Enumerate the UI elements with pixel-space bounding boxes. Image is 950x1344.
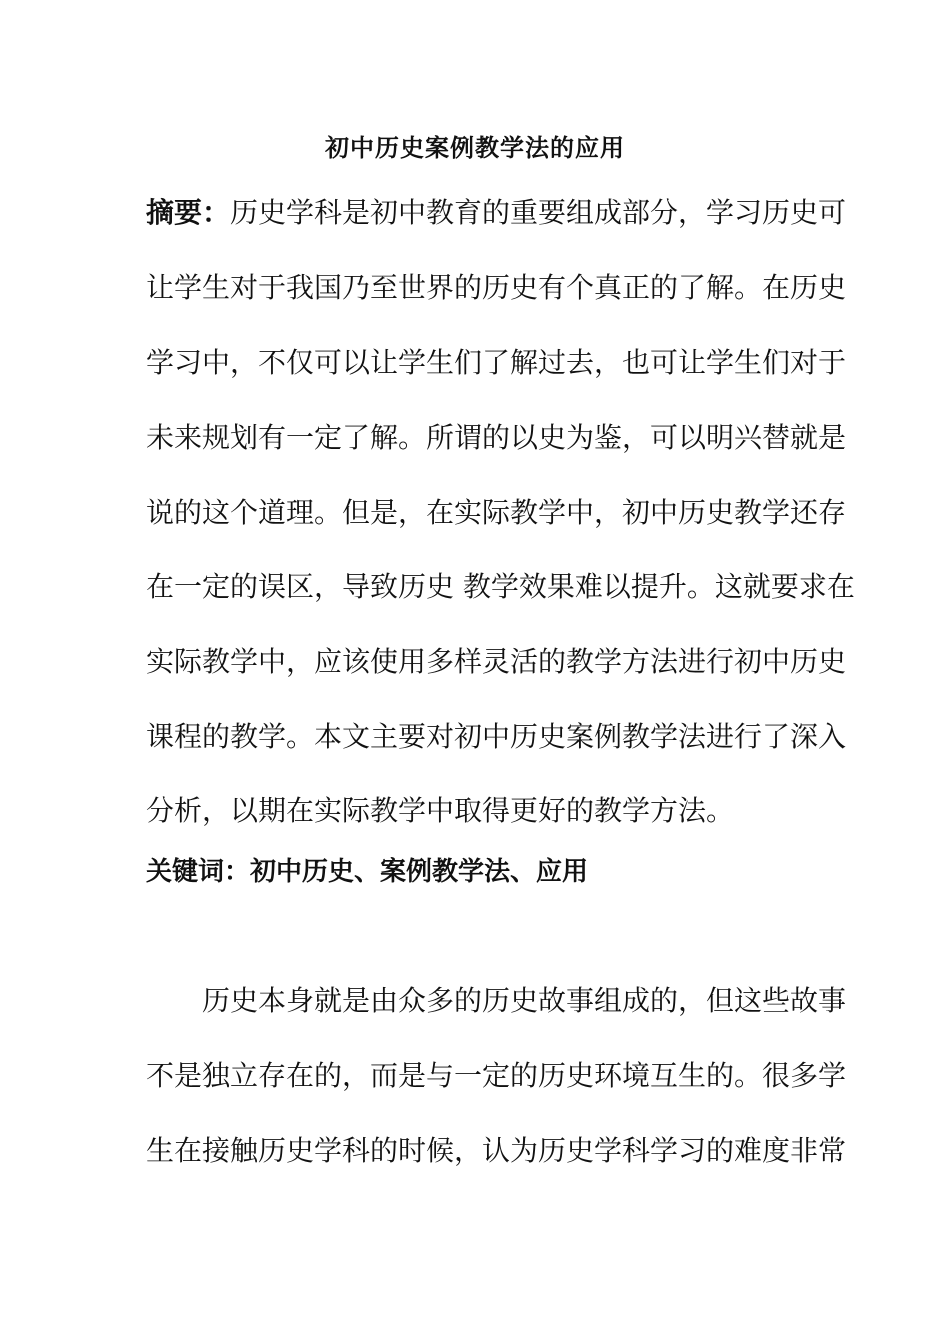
abstract-line-4: 未来规划有一定了解。所谓的以史为鉴，可以明兴替就是 (146, 421, 847, 454)
abstract-line-7: 实际教学中，应该使用多样灵活的教学方法进行初中历史 (146, 645, 847, 678)
document-title: 初中历史案例教学法的应用 (325, 133, 625, 162)
abstract-label: 摘要： (146, 196, 231, 229)
abstract-text: 历史学科是初中教育的重要组成部分，学习历史可 (230, 196, 847, 229)
abstract-line-5: 说的这个道理。但是，在实际教学中，初中历史教学还存 (146, 496, 847, 529)
abstract-line-2: 让学生对于我国乃至世界的历史有个真正的了解。在历史 (146, 271, 847, 304)
abstract-line-6: 在一定的误区，导致历史 教学效果难以提升。这就要求在 (146, 570, 855, 603)
abstract-line-8: 课程的教学。本文主要对初中历史案例教学法进行了深入 (146, 720, 847, 753)
abstract-line-3: 学习中，不仅可以让学生们了解过去，也可让学生们对于 (146, 346, 847, 379)
keywords: 关键词：初中历史、案例教学法、应用 (146, 857, 589, 887)
body-line-1: 历史本身就是由众多的历史故事组成的，但这些故事 (202, 984, 847, 1017)
abstract-line-9: 分析，以期在实际教学中取得更好的教学方法。 (146, 794, 735, 827)
abstract-line-1 (146, 193, 847, 233)
body-line-3: 生在接触历史学科的时候，认为历史学科学习的难度非常 (146, 1134, 847, 1167)
body-line-2: 不是独立存在的，而是与一定的历史环境互生的。很多学 (146, 1059, 847, 1092)
